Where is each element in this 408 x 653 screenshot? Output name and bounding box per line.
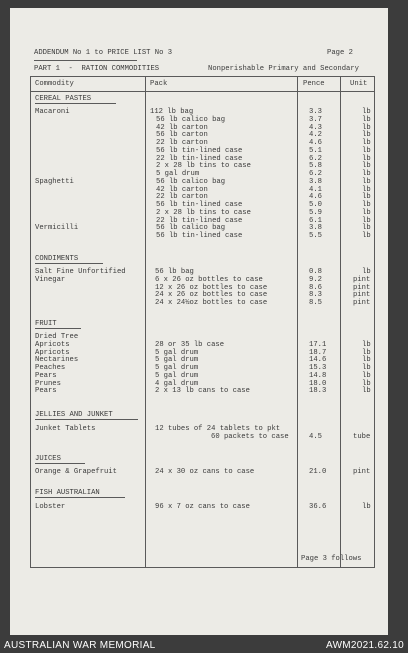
pack-cell: 28 or 35 lb case [155, 340, 225, 349]
section-title-rule [35, 463, 85, 464]
pack-cell: 22 lb tin-lined case [156, 154, 243, 163]
header-pack: Pack [150, 80, 168, 88]
part-label: PART 1 - RATION COMMODITIES [34, 65, 160, 73]
pack-cell: 56 lb tin-lined case [156, 232, 243, 240]
unit-cell: lb [362, 193, 371, 202]
unit-cell: lb [362, 371, 371, 380]
commodity-cell: Vermicilli [35, 224, 79, 233]
pence-cell: 4.1 [309, 185, 322, 194]
unit-cell: lb [362, 348, 371, 357]
commodity-cell: Prunes [35, 379, 61, 388]
pack-cell: 22 lb tin-lined case [156, 216, 243, 225]
unit-cell: lb [362, 379, 371, 388]
unit-cell: lb [362, 185, 371, 194]
unit-cell: lb [362, 170, 371, 178]
pence-cell: 5.8 [309, 162, 322, 171]
pence-cell: 4.6 [309, 139, 322, 147]
pack-cell: 5 gal drum [155, 371, 199, 380]
part-description: Nonperishable Primary and Secondary [208, 65, 359, 73]
commodity-cell: Nectarines [35, 356, 79, 365]
section-title-rule [35, 419, 138, 420]
addendum-title: ADDENDUM No 1 to PRICE LIST No 3 [34, 49, 173, 57]
unit-cell: lb [362, 162, 371, 171]
pack-cell: 5 gal drum [156, 170, 200, 178]
pack-cell: 6 x 26 oz bottles to case [155, 275, 263, 284]
unit-cell: lb [362, 139, 371, 147]
commodity-cell: Pears [35, 387, 57, 396]
section-title: CEREAL PASTES [35, 95, 92, 103]
unit-cell: lb [362, 268, 371, 276]
pack-cell: 5 gal drum [155, 356, 199, 365]
section-title-rule [35, 328, 81, 329]
commodity-cell: Pears [35, 371, 57, 380]
pack-cell: 4 gal drum [155, 379, 199, 388]
pence-cell: 5.9 [309, 208, 322, 217]
commodity-cell: Spaghetti [35, 177, 74, 186]
pence-cell: 18.0 [309, 379, 327, 388]
commodity-cell: Junket Tablets [35, 425, 96, 433]
commodity-cell: Vinegar [35, 275, 66, 284]
unit-cell: lb [362, 208, 371, 217]
section-title: FISH AUSTRALIAN [35, 489, 100, 497]
header-commodity: Commodity [35, 80, 74, 88]
unit-cell: lb [362, 216, 371, 225]
page-follows-note: Page 3 follows [301, 555, 362, 563]
unit-cell: lb [362, 108, 371, 116]
unit-cell: pint [353, 299, 371, 307]
commodity-cell: Apricots [35, 348, 70, 357]
section-title-rule [35, 497, 125, 498]
pence-cell: 0.8 [309, 268, 322, 276]
commodity-cell: Salt Fine Unfortified [35, 268, 126, 276]
pack-cell: 56 lb bag [155, 268, 194, 276]
page-number: Page 2 [327, 49, 353, 57]
pack-cell: 60 packets to case [211, 432, 289, 441]
pence-cell: 4.3 [309, 123, 322, 132]
pence-cell: 8.3 [309, 291, 322, 300]
section-title-rule [35, 103, 116, 104]
unit-cell: lb [362, 115, 371, 124]
table-left-rule [30, 76, 31, 568]
table-bottom-rule [30, 567, 375, 568]
commodity-cell: Dried Tree [35, 333, 79, 341]
unit-cell: lb [362, 224, 371, 233]
unit-cell: pint [353, 291, 371, 300]
pence-cell: 3.8 [309, 224, 322, 233]
unit-cell: pint [353, 275, 371, 284]
unit-column-rule [340, 76, 341, 568]
table-top-rule [30, 76, 375, 77]
unit-cell: lb [362, 131, 371, 140]
pence-cell: 6.2 [309, 154, 322, 163]
pence-cell: 6.2 [309, 170, 322, 178]
unit-cell: tube [353, 432, 371, 441]
unit-cell: lb [362, 232, 371, 240]
pack-cell: 42 lb carton [156, 185, 208, 194]
pence-cell: 14.8 [309, 371, 327, 380]
pence-cell: 5.5 [309, 232, 322, 240]
section-title: FRUIT [35, 320, 57, 328]
pence-cell: 18.7 [309, 348, 327, 357]
unit-cell: lb [362, 201, 371, 209]
footer-accession: AWM2021.62.10 [325, 640, 404, 651]
commodity-cell: Macaroni [35, 108, 70, 116]
pence-cell: 3.8 [309, 177, 322, 186]
pack-cell: 2 x 28 lb tins to case [156, 208, 251, 217]
table-right-rule [374, 76, 375, 568]
pack-cell: 5 gal drum [155, 348, 199, 357]
pence-cell: 18.3 [309, 387, 327, 396]
pence-cell: 21.0 [309, 468, 327, 476]
pence-cell: 36.6 [309, 503, 327, 511]
pack-cell: 5 gal drum [155, 364, 199, 372]
pence-cell: 4.2 [309, 131, 322, 140]
unit-cell: lb [362, 123, 371, 132]
pence-cell: 4.5 [309, 432, 322, 441]
pence-cell: 9.2 [309, 275, 322, 284]
pence-cell: 15.3 [309, 364, 327, 372]
commodity-cell: Orange & Grapefruit [35, 468, 117, 476]
pence-cell: 14.6 [309, 356, 327, 365]
unit-cell: lb [362, 154, 371, 163]
pence-cell: 5.0 [309, 201, 322, 209]
unit-cell: lb [362, 177, 371, 186]
pack-cell: 56 lb calico bag [156, 224, 226, 233]
pack-cell: 12 x 26 oz bottles to case [155, 283, 268, 292]
pack-cell: 56 lb carton [156, 131, 208, 140]
table-header-rule [30, 91, 375, 92]
pence-cell: 5.1 [309, 146, 322, 155]
pence-cell: 3.7 [309, 115, 322, 124]
pack-cell: 22 lb carton [156, 139, 208, 147]
pence-cell: 6.1 [309, 216, 322, 225]
pack-cell: 24 x 30 oz cans to case [155, 468, 255, 476]
unit-cell: pint [353, 468, 371, 476]
pack-cell: 2 x 28 lb tins to case [156, 162, 251, 171]
unit-cell: lb [362, 356, 371, 365]
pack-cell: 56 lb tin-lined case [156, 146, 243, 155]
pence-cell: 8.5 [309, 299, 322, 307]
footer-source: AUSTRALIAN WAR MEMORIAL [4, 640, 156, 651]
pack-cell: 24 x 24½oz bottles to case [155, 299, 268, 307]
pack-cell: 42 lb carton [156, 123, 208, 132]
pack-cell: 56 lb tin-lined case [156, 201, 243, 209]
pack-cell: 56 lb calico bag [156, 177, 226, 186]
pack-cell: 12 tubes of 24 tablets to pkt [155, 425, 281, 433]
pack-cell: 112 lb bag [150, 108, 194, 116]
pence-cell: 17.1 [309, 340, 327, 349]
unit-cell: lb [362, 387, 371, 396]
unit-cell: pint [353, 283, 371, 292]
section-title: JELLIES AND JUNKET [35, 411, 113, 419]
pack-cell: 22 lb carton [156, 193, 208, 202]
unit-cell: lb [362, 340, 371, 349]
commodity-cell: Apricots [35, 340, 70, 349]
commodity-cell: Lobster [35, 503, 66, 511]
pence-cell: 4.6 [309, 193, 322, 202]
pence-column-rule [297, 76, 298, 568]
unit-cell: lb [362, 146, 371, 155]
header-pence: Pence [303, 80, 325, 88]
section-title: JUICES [35, 455, 61, 463]
header-unit: Unit [350, 80, 368, 88]
title-underline [34, 60, 137, 61]
unit-cell: lb [362, 364, 371, 372]
section-title: CONDIMENTS [35, 255, 79, 263]
pack-cell: 56 lb calico bag [156, 115, 226, 124]
section-title-rule [35, 263, 103, 264]
commodity-cell: Peaches [35, 364, 66, 372]
pack-column-rule [145, 76, 146, 568]
pence-cell: 3.3 [309, 108, 322, 116]
unit-cell: lb [362, 503, 371, 511]
pack-cell: 96 x 7 oz cans to case [155, 503, 250, 511]
pence-cell: 8.6 [309, 283, 322, 292]
pack-cell: 24 x 26 oz bottles to case [155, 291, 268, 300]
pack-cell: 2 x 13 lb cans to case [155, 387, 250, 396]
